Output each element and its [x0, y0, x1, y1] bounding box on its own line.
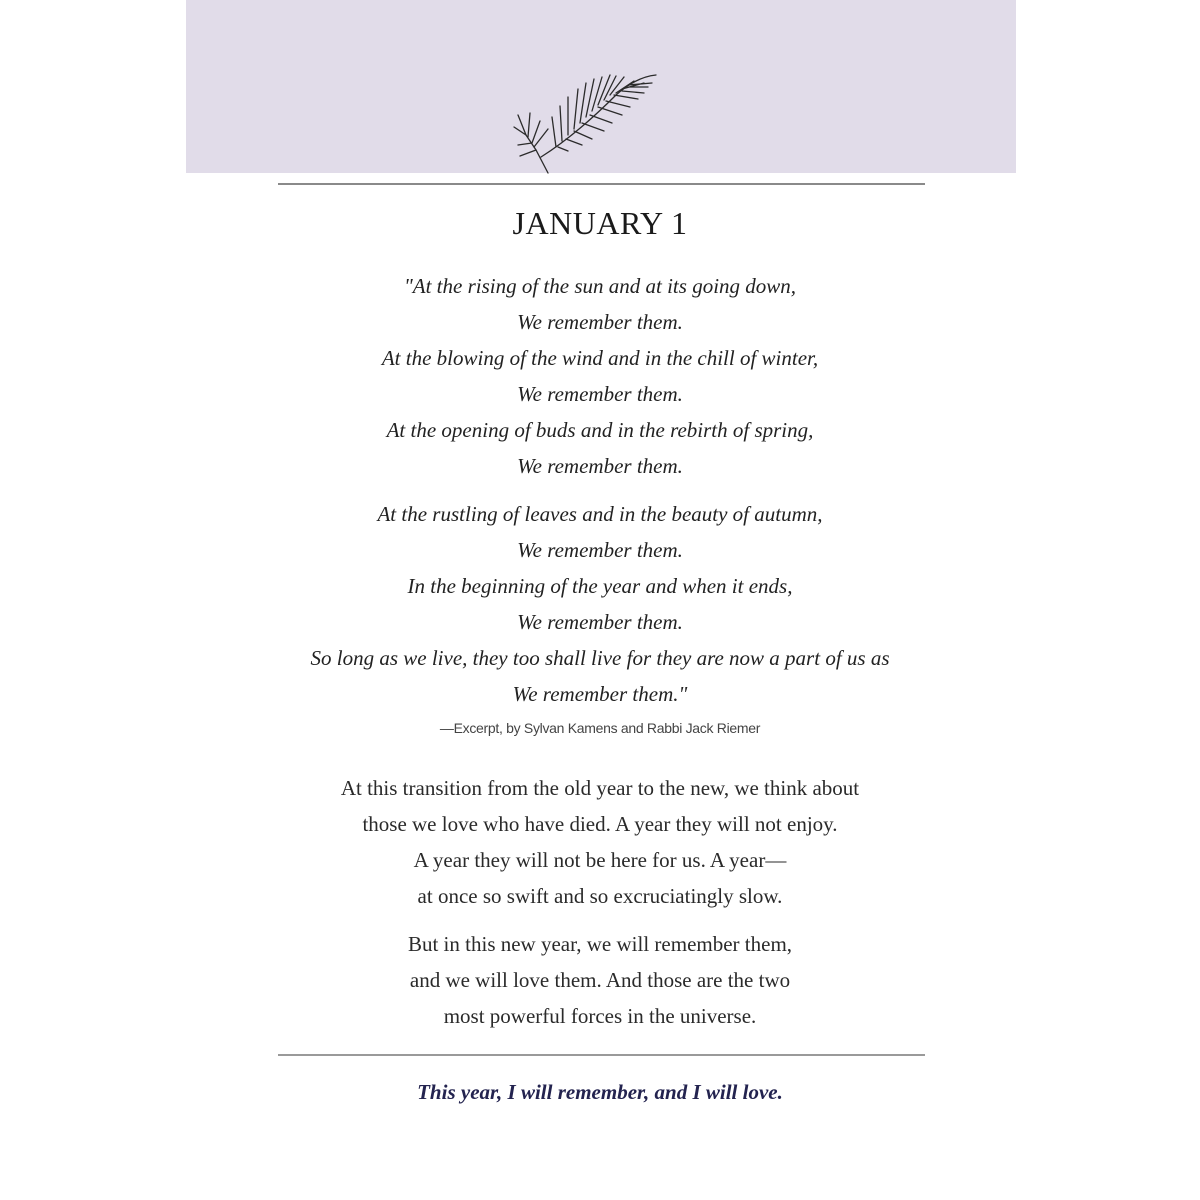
- paragraph-2: [0, 926, 1200, 1034]
- poem-line: We remember them.: [517, 538, 683, 562]
- prose-line: and we will love them. And those are the two: [409, 968, 791, 992]
- poem-line: We remember them.: [517, 610, 683, 634]
- poem-stanza-1: [0, 268, 1200, 484]
- poem-line: In the beginning of the year and when it ends,: [407, 574, 793, 598]
- paragraph-1: [0, 770, 1200, 914]
- prose-line: those we love who have died. A year they will not enjoy.: [362, 812, 838, 836]
- prose-line: at once so swift and so excruciatingly slow.: [417, 884, 783, 908]
- poem-stanza-2: [0, 496, 1200, 712]
- prose-line: A year they will not be here for us. A year—: [413, 848, 787, 872]
- prose-line: most powerful forces in the universe.: [443, 1004, 757, 1028]
- poem-attribution: —Excerpt, by Sylvan Kamens and Rabbi Jack Riemer: [439, 720, 761, 736]
- poem-line: We remember them.": [512, 682, 688, 706]
- poem-line: "At the rising of the sun and at its going down,: [403, 274, 797, 298]
- poem-line: We remember them.: [517, 310, 683, 334]
- bottom-divider: [278, 1054, 925, 1056]
- poem-line: At the blowing of the wind and in the chill of winter,: [381, 346, 819, 370]
- header-banner: [186, 0, 1016, 173]
- poem-line: At the rustling of leaves and in the beauty of autumn,: [377, 502, 823, 526]
- page-title: JANUARY 1: [512, 205, 688, 241]
- top-divider: [278, 183, 925, 185]
- poem-line: So long as we live, they too shall live for they are now a part of us as: [310, 646, 890, 670]
- prose-line: At this transition from the old year to the new, we think about: [340, 776, 860, 800]
- closing-affirmation: This year, I will remember, and I will love.: [417, 1080, 783, 1104]
- prose-line: But in this new year, we will remember them,: [407, 932, 793, 956]
- poem-line: We remember them.: [517, 382, 683, 406]
- poem-line: At the opening of buds and in the rebirth of spring,: [386, 418, 814, 442]
- poem-line: We remember them.: [517, 454, 683, 478]
- pine-sprig-icon: [496, 55, 696, 180]
